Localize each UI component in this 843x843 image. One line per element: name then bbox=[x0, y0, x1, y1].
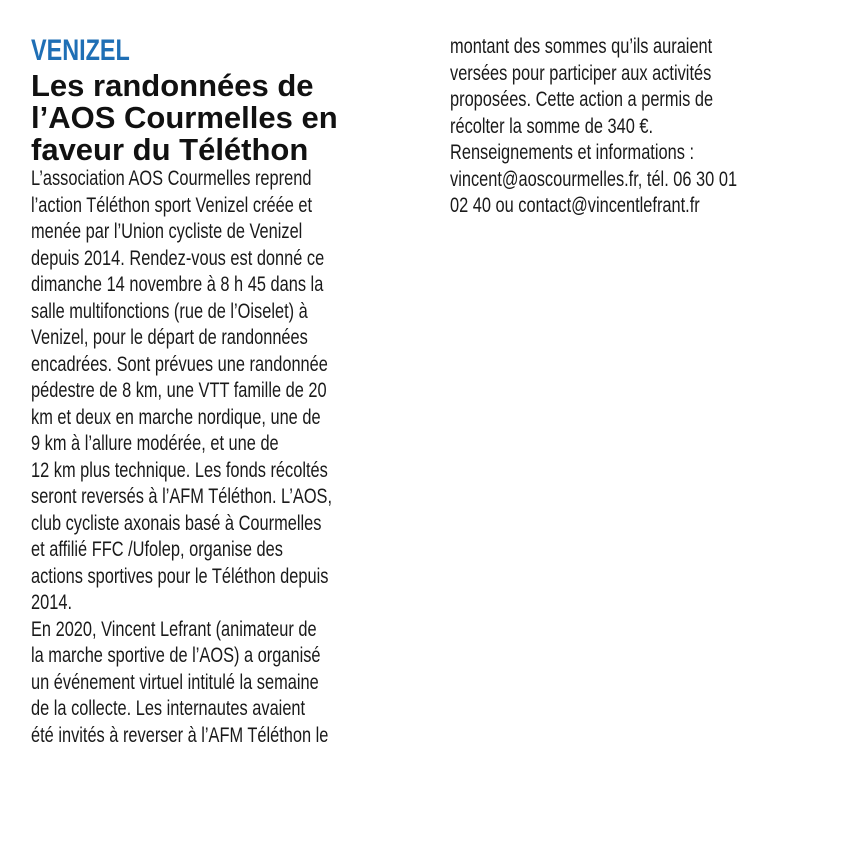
article-paragraph-2-continued bbox=[450, 34, 830, 220]
article-kicker: VENIZEL bbox=[31, 34, 130, 67]
article-paragraph-1 bbox=[31, 166, 426, 617]
article-left-column bbox=[31, 34, 426, 749]
article-headline: Les randonnées de l’AOS Courmelles en faveur du Téléthon bbox=[31, 68, 338, 167]
article-paragraph-2-continued-text: montant des sommes qu’ils auraient versées pour participer aux activités proposées. Cette action a permis de récolter la somme de 340 €. Renseignements et informations : vincent@aoscourmelles.fr, tél. 06 30 01 02 40 ou contact@vincentlefrant.fr bbox=[450, 35, 738, 217]
article-paragraph-2 bbox=[31, 617, 426, 750]
article-right-column bbox=[450, 34, 830, 220]
article-paragraph-1-text: L’association AOS Courmelles reprend l’action Téléthon sport Venizel créée et menée par l’Union cycliste de Venizel depuis 2014. Rendez-vous est donné ce dimanche 14 novembre à 8 h 45 dans la salle multifonctions (rue de l’Oiselet) à Venizel, pour le départ de randonnées encadrées. Sont prévues une randonnée pédestre de 8 km, une VTT famille de 20 km et deux en marche nordique, une de 9 km à l’allure modérée, et une de 12 km plus technique. Les fonds récoltés seront reversés à l’AFM Téléthon. L’AOS, club cycliste axonais basé à Courmelles et affilié FFC /Ufolep, organise des actions sportives pour le Téléthon depuis 2014. bbox=[31, 167, 333, 614]
article-paragraph-2-text: En 2020, Vincent Lefrant (animateur de la marche sportive de l’AOS) a organisé un événement virtuel intitulé la semaine de la collecte. Les internautes avaient été invités à reverser à l’AFM Téléthon le bbox=[31, 617, 329, 747]
